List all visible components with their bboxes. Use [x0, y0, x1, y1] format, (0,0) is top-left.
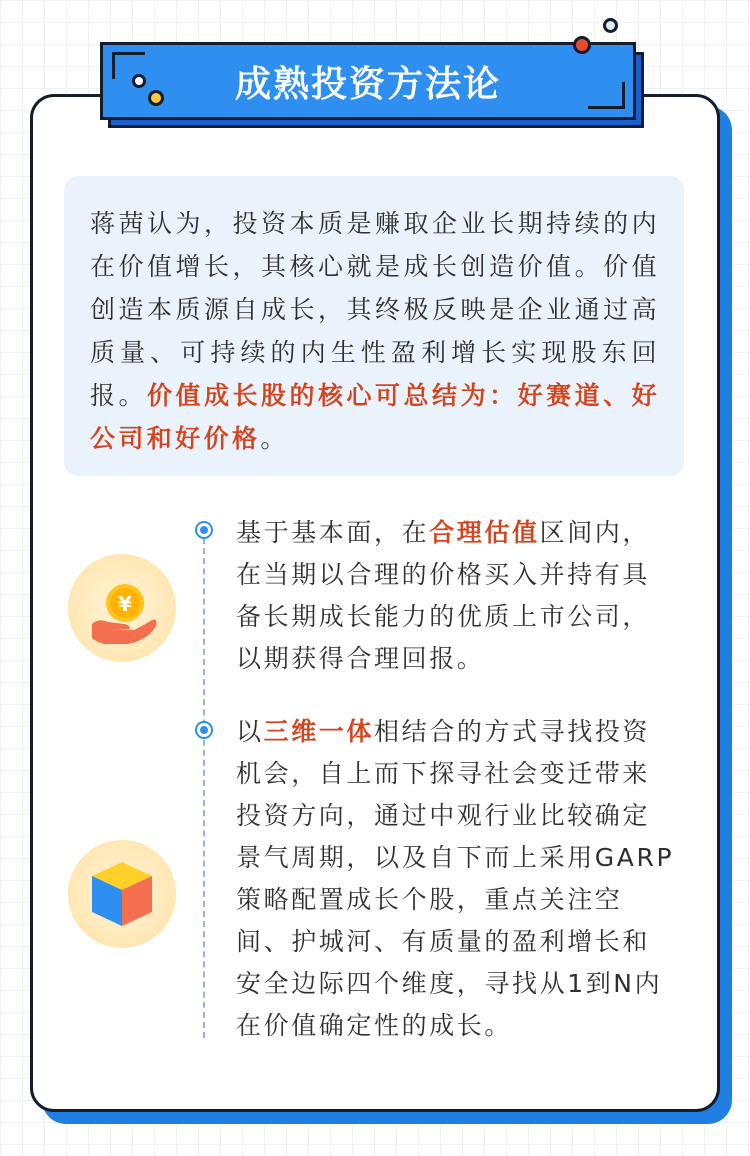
intro-text-end: 。: [260, 424, 289, 453]
cube-icon: [68, 840, 176, 948]
point-2-before: 以: [236, 717, 264, 746]
decor-dot-red: [573, 36, 591, 54]
page-title: 成熟投资方法论: [234, 63, 501, 105]
timeline-line: [203, 538, 205, 1038]
corner-bracket-bottom-right: [588, 82, 625, 109]
coin-hand-icon: [68, 554, 176, 662]
point-2: [236, 711, 676, 1047]
decor-dot-blue: [603, 18, 618, 33]
intro-text-plain: 蒋茜认为，投资本质是赚取企业长期持续的内在价值增长，其核心就是成长创造价值。价值创造本质源自成长，其终极反映是企业通过高质量、可持续的内生性盈利增长实现股东回报。: [90, 209, 660, 410]
point-2-highlight: 三维一体: [263, 717, 375, 746]
point-1-before: 基于基本面，在: [236, 518, 430, 547]
decor-dot-white: [132, 74, 146, 88]
decor-dot-yellow: [148, 90, 164, 106]
point-1-after: 区间内，在当期以合理的价格买入并持有具备长期成长能力的优质上市公司，以期获得合理回报。: [236, 518, 651, 673]
point-2-after: 相结合的方式寻找投资机会，自上而下探寻社会变迁带来投资方向，通过中观行业比较确定景气周期，以及自下而上采用GARP策略配置成长个股，重点关注空间、护城河、有质量的盈利增长和安全边际四个维度，寻找从1到N内在价值确定性的成长。: [236, 717, 675, 1040]
intro-paragraph: [90, 202, 660, 460]
timeline-dot-1: [195, 521, 213, 539]
intro-text-highlight: 价值成长股的核心可总结为：好赛道、好公司和好价格: [90, 381, 660, 453]
point-1-highlight: 合理估值: [429, 518, 540, 547]
title-banner: [100, 42, 636, 120]
point-1: [236, 512, 676, 680]
svg-text:¥: ¥: [118, 592, 132, 616]
timeline-dot-2: [195, 721, 213, 739]
intro-block: [64, 176, 684, 476]
